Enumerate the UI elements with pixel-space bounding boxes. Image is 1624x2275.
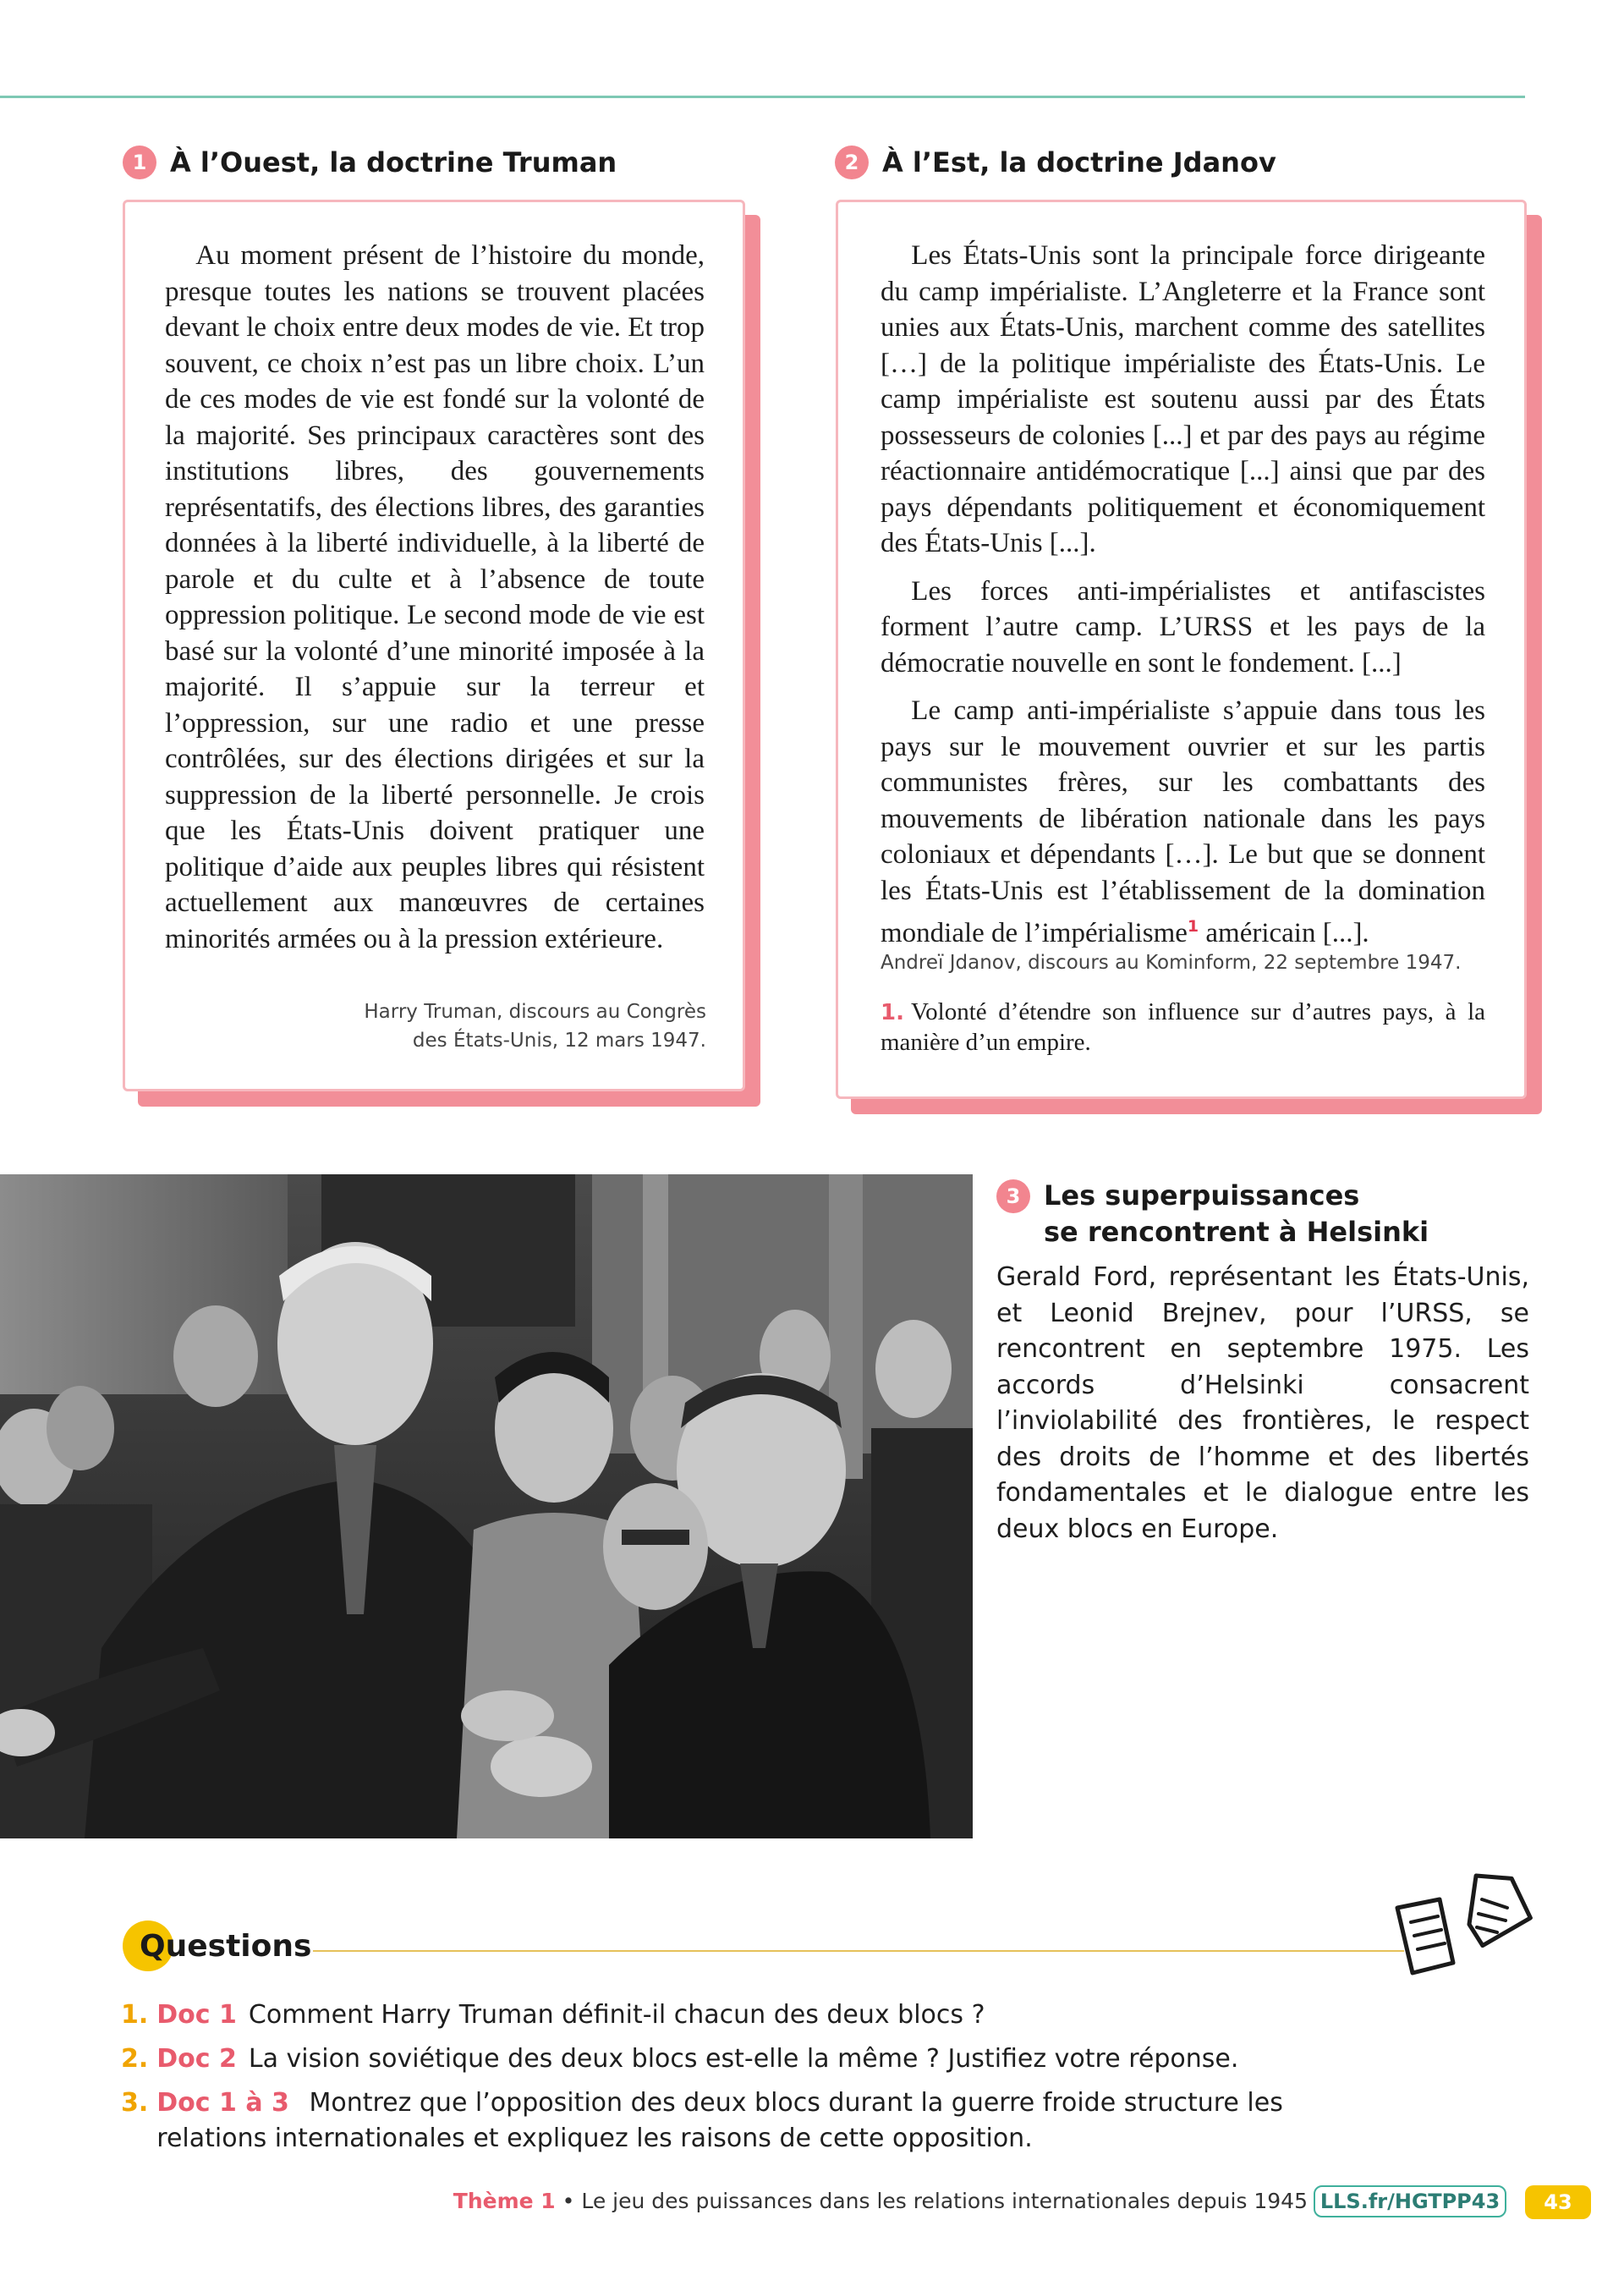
doc2-footnote-ref: 1	[1187, 917, 1199, 936]
question-item	[121, 1997, 1288, 2033]
doc2-heading	[835, 146, 1276, 179]
doc2-text-block	[881, 238, 1485, 952]
doc3-title	[1044, 1178, 1429, 1250]
doc3-title-line1: Les superpuissances	[1044, 1179, 1360, 1212]
helsinki-photo-illustration	[0, 1174, 973, 1838]
doc2-paragraph3-end: américain [...].	[1199, 918, 1369, 948]
questions-rule	[313, 1950, 1404, 1952]
doc1-source	[165, 997, 706, 1055]
doc1-title: À l’Ouest, la doctrine Truman	[170, 146, 617, 179]
footer-link[interactable]: LLS.fr/HGTPP43	[1314, 2185, 1506, 2217]
doc2-source: Andreï Jdanov, discours au Kominform, 22 septembre 1947.	[881, 952, 1462, 974]
doc1-heading	[123, 146, 617, 179]
question-doc-ref: Doc 1 à 3	[156, 2088, 289, 2118]
question-text: Comment Harry Truman définit-il chacun des deux blocs ?	[248, 2000, 985, 2030]
doc2-paragraph3-start: Le camp anti-impérialiste s’appuie dans tous les pays sur le mouvement ouvrier et sur les partis communistes frères, sur les combattants des mouvements de libération nationale dans les pays coloniaux et dépendants […]. Le but que se donnent les États-Unis est l’établissement de la domination mondiale de l’impérialisme	[881, 695, 1485, 948]
footer-text: Le jeu des puissances dans les relations internationales depuis 1945	[581, 2189, 1308, 2213]
questions-title-text	[140, 1919, 311, 1975]
question-item	[121, 2041, 1288, 2077]
doc2-card	[836, 200, 1527, 1099]
question-number: 3.	[121, 2088, 149, 2118]
questions-title	[123, 1919, 311, 1975]
doc2-paragraph1: Les États-Unis sont la principale force dirigeante du camp impérialiste. L’Angleterre et la France sont unies aux États-Unis, marchent comme des satellites […] de la politique impérialiste des États-Unis. Le camp impérialiste est soutenu aussi par des États possesseurs de colonies [...] et par des pays au régime réactionnaire antidémocratique [...] ainsi que par des pays dépendants politiquement et économiquement des États-Unis [...].	[881, 240, 1485, 558]
questions-title-initial: Q	[140, 1929, 166, 1964]
doc3-title-line2: se rencontrent à Helsinki	[1044, 1216, 1429, 1248]
questions-list	[121, 1997, 1288, 2157]
doc2-footnote	[881, 997, 1485, 1058]
doc2-title: À l’Est, la doctrine Jdanov	[882, 146, 1276, 179]
footer-theme: Thème 1	[453, 2189, 556, 2213]
doc2-number-badge: 2	[835, 146, 869, 179]
doc1-source-line1: Harry Truman, discours au Congrès	[364, 1001, 706, 1023]
doc3-text: Gerald Ford, représentant les États-Unis, et Leonid Brejnev, pour l’URSS, se rencontrent en septembre 1975. Les accords d’Helsinki consacrent l’inviolabilité des frontières, le respect des droits de l’homme et des libertés fondamentales et le dialogue entre les deux blocs en Europe.	[996, 1262, 1529, 1544]
question-number: 2.	[121, 2044, 149, 2074]
footer-caption	[453, 2189, 1308, 2213]
page-number: 43	[1525, 2185, 1591, 2219]
doc1-number-badge: 1	[123, 146, 156, 179]
paper-sheets-icon	[1387, 1870, 1539, 1980]
doc1-source-line2: des États-Unis, 12 mars 1947.	[412, 1030, 706, 1052]
doc3-heading	[996, 1178, 1429, 1250]
doc2-footnote-text: Volonté d’étendre son influence sur d’autres pays, à la manière d’un empire.	[881, 998, 1485, 1056]
question-number: 1.	[121, 2000, 149, 2030]
doc1-text: Au moment présent de l’histoire du monde, presque toutes les nations se trouvent placées devant le choix entre deux modes de vie. Et trop souvent, ce choix n’est pas un libre choix. L’un de ces modes de vie est fondé sur la volonté de la majorité. Ses principaux caractères sont des institutions libres, des gouvernements représentatifs, des élections libres, des garanties données à la liberté individuelle, à la liberté de parole et du culte et à l’absence de toute oppression politique. Le second mode de vie est basé sur la volonté d’une minorité imposée à la majorité. Il s’appuie sur la terreur et l’oppression, sur une radio et une presse contrôlées, sur des élections dirigées et sur la suppression de la liberté personnelle. Je crois que les États-Unis doivent pratiquer une politique d’aide aux peuples libres qui résistent actuellement aux manœuvres de certaines minorités armées ou à la pression extérieure.	[165, 240, 705, 954]
footer-separator: •	[555, 2189, 582, 2213]
question-body	[156, 2085, 1288, 2157]
doc1-card	[123, 200, 745, 1091]
question-text: La vision soviétique des deux blocs est-elle la même ? Justifiez votre réponse.	[248, 2044, 1239, 2074]
doc2-paragraph3	[881, 693, 1485, 952]
question-text: Montrez que l’opposition des deux blocs durant la guerre froide structure les relations internationales et expliquez les raisons de cette opposition.	[156, 2088, 1283, 2153]
questions-title-rest: uestions	[165, 1929, 312, 1964]
helsinki-photo	[0, 1174, 973, 1838]
doc2-footnote-number: 1.	[881, 1000, 904, 1025]
doc1-text-block	[165, 238, 705, 957]
doc3-number-badge: 3	[996, 1179, 1030, 1213]
doc2-paragraph2: Les forces anti-impérialistes et antifascistes forment l’autre camp. L’URSS et les pays de la démocratie nouvelle en sont le fondement. [...]	[881, 575, 1485, 679]
question-doc-ref: Doc 2	[156, 2044, 237, 2074]
question-item	[121, 2085, 1288, 2157]
question-doc-ref: Doc 1	[156, 2000, 237, 2030]
top-rule	[0, 96, 1525, 98]
